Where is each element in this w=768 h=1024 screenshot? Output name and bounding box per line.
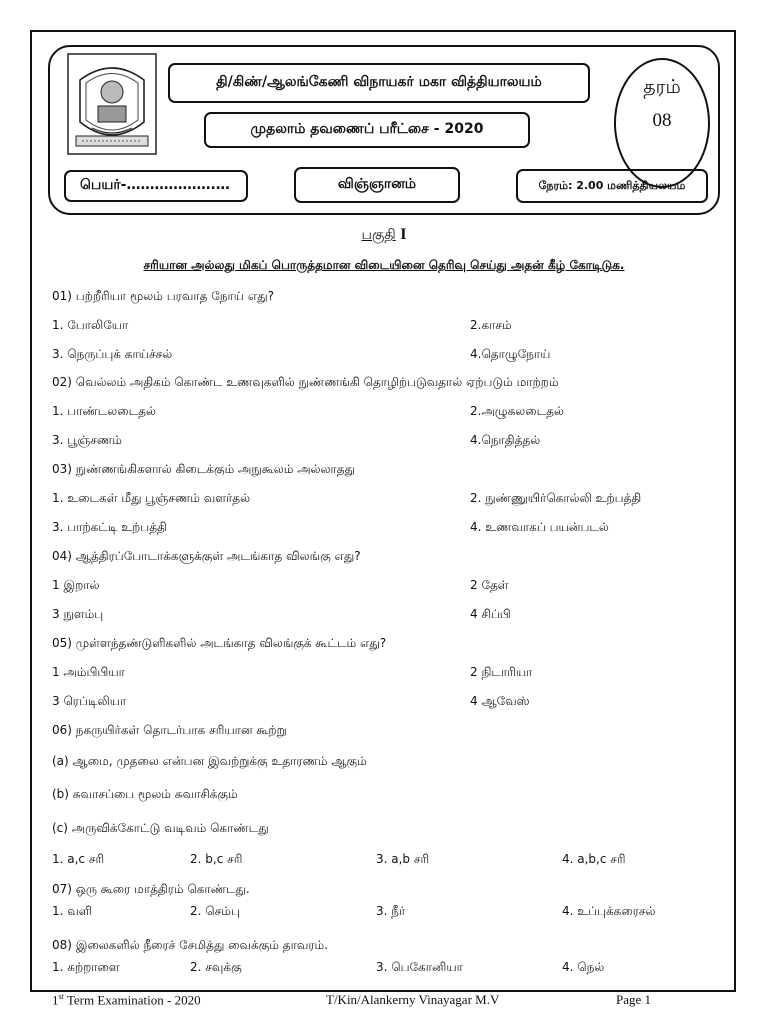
name-field: பெயர்-……………….…	[64, 170, 248, 202]
statement: (a) ஆமை, முதலை என்பன இவற்றுக்கு உதாரணம் ஆகும்	[52, 754, 367, 768]
option: 2. நுண்ணுயிர்கொல்லி உற்பத்தி	[470, 491, 642, 505]
school-crest-logo	[62, 50, 162, 160]
option: 1. a,c சரி	[52, 852, 105, 866]
option: 4 சிப்பி	[470, 607, 511, 621]
option: 4 ஆவேஸ்	[470, 694, 530, 708]
question-07: 07) ஒரு கூரை மாத்திரம் கொண்டது.	[52, 882, 250, 896]
option: 4.தொழுநோய்	[470, 347, 551, 361]
question-06: 06) நகருயிர்கள் தொடர்பாக சரியான கூற்று	[52, 723, 287, 737]
footer-term-sup: st	[58, 992, 64, 1001]
option: 4.நொதித்தல்	[470, 433, 541, 447]
option: 1. போலியோ	[52, 318, 129, 332]
option: 3 நுளம்பு	[52, 607, 104, 621]
question-05: 05) முள்ளந்தண்டுளிகளில் அடங்காத விலங்குக் கூட்டம் எது?	[52, 636, 387, 650]
grade-label: தரம்	[643, 76, 681, 98]
option: 3. பூஞ்சணம்	[52, 433, 122, 447]
option: 4. நெல்	[562, 960, 605, 974]
option: 3. a,b சரி	[376, 852, 430, 866]
option: 3. பாற்கட்டி உற்பத்தி	[52, 520, 167, 534]
question-08: 08) இலைகளில் நீரைச் சேமித்து வைக்கும் தாவரம்.	[52, 938, 329, 952]
option: 3 ரெப்டிலியா	[52, 694, 127, 708]
grade-value: 08	[652, 110, 672, 131]
question-01: 01) பற்றீரியா மூலம் பரவாத நோய் எது?	[52, 289, 274, 303]
exam-title: முதலாம் தவணைப் பரீட்சை - 2020	[204, 112, 530, 148]
option: 2. b,c சரி	[190, 852, 243, 866]
option: 2. செம்பு	[190, 904, 240, 918]
option: 3. நெருப்புக் காய்ச்சல்	[52, 347, 173, 361]
section-heading	[0, 226, 768, 245]
footer-term-num: 1	[52, 992, 59, 1008]
subject-box: விஞ்ஞானம்	[294, 167, 460, 203]
footer-school: T/Kin/Alankerny Vinayagar M.V	[326, 992, 500, 1007]
statement: (b) சுவாசப்பை மூலம் சுவாசிக்கும்	[52, 787, 238, 801]
option: 1. உடைகள் மீது பூஞ்சணம் வளர்தல்	[52, 491, 251, 505]
question-03: 03) நுண்ணங்கிகளால் கிடைக்கும் அநுகூலம் அல்லாதது	[52, 462, 355, 476]
instruction: சரியான அல்லது மிகப் பொருத்தமான விடையினை தெரிவு செய்து அதன் கீழ் கோடிடுக.	[143, 258, 625, 272]
option: 2 தேள்	[470, 578, 509, 592]
question-02: 02) வெல்லம் அதிகம் கொண்ட உணவுகளில் நுண்ணங்கி தொழிற்படுவதால் ஏற்படும் மாற்றம்	[52, 375, 559, 389]
question-04: 04) ஆத்திரப்போடாக்களுக்குள் அடங்காத விலங்கு எது?	[52, 549, 361, 563]
option: 3. நீர்	[376, 904, 406, 918]
option: 4. உப்புக்கரைசல்	[562, 904, 656, 918]
option: 3. பெகோனியா	[376, 960, 463, 974]
statement: (c) அருவிக்கோட்டு வடிவம் கொண்டது	[52, 821, 269, 835]
grade-circle	[614, 58, 710, 188]
option: 2. சவுக்கு	[190, 960, 242, 974]
footer-page: Page 1	[616, 992, 652, 1007]
option: 1 அம்பிபியா	[52, 665, 125, 679]
time-box: நேரம்: 2.00 மணித்தியலயம்	[516, 169, 708, 203]
option: 4. உணவாகப் பயன்படல்	[470, 520, 609, 534]
section-title: பகுதி	[361, 227, 396, 243]
option: 2 நிடாரியா	[470, 665, 533, 679]
option: 1. கற்றாளை	[52, 960, 120, 974]
option: 1. பாண்டலடைதல்	[52, 404, 156, 418]
option: 2.காசம்	[470, 318, 512, 332]
option: 1 இறால்	[52, 578, 100, 592]
option: 4. a,b,c சரி	[562, 852, 626, 866]
footer-term-rest: Term Examination - 2020	[63, 992, 201, 1008]
option: 1. வளி	[52, 904, 93, 918]
section-roman: I	[400, 226, 407, 243]
option: 2.அழுகலடைதல்	[470, 404, 564, 418]
footer-term	[52, 992, 201, 1008]
school-name: தி/கிண்/ஆலங்கேணி விநாயகர் மகா வித்தியாலயம்	[168, 63, 590, 103]
